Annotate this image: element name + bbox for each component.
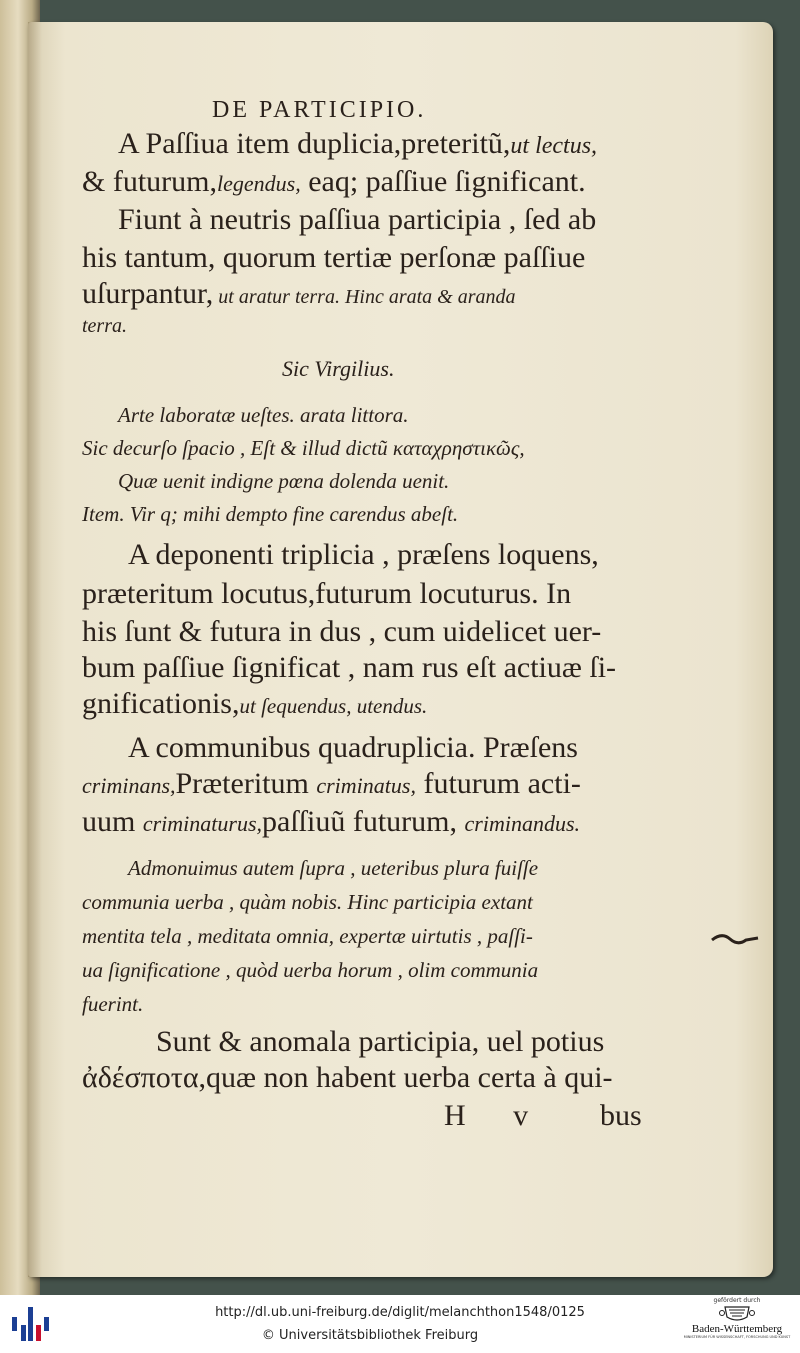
note-line: ua ſignificatione , quòd uerba horum , olim communia	[82, 958, 539, 982]
text-line: & futurum,legendus, eaq; paſſiue ſignificant.	[82, 165, 586, 198]
text-line: gnificationis,ut ſequendus, utendus.	[82, 687, 428, 720]
text-line: A Paſſiua item duplicia,preteritũ,ut lectus,	[118, 127, 598, 160]
copyright-notice: © Universitätsbibliothek Freiburg	[261, 1328, 479, 1343]
page-gutter-shadow	[28, 22, 42, 1277]
text-line: uum criminaturus,paſſiuũ futurum, criminandus.	[82, 805, 581, 838]
sponsor-ministry: MINISTERIUM FÜR WISSENSCHAFT, FORSCHUNG UND KUNST	[683, 1335, 791, 1339]
text-line: his tantum, quorum tertiæ perſonæ paſſiue	[82, 241, 586, 274]
verse-line: Sic decurſo ſpacio , Eſt & illud dictũ καταχρηστικῶς,	[82, 436, 525, 460]
text-line: bum paſſiue ſignificat , nam rus eſt actiuæ ſi-	[82, 651, 617, 684]
note-line: communia uerba , quàm nobis. Hinc participia extant	[82, 890, 533, 914]
sponsor-block	[682, 1297, 792, 1351]
verse-line: Arte laboratæ ueſtes. arata littora.	[118, 403, 409, 427]
text-line: terra.	[82, 315, 127, 337]
viewer-footer	[0, 1295, 800, 1353]
text-line: Sunt & anomala participia, uel potius	[156, 1025, 605, 1058]
verse-line: Quæ uenit indigne pœna dolenda uenit.	[118, 469, 450, 493]
verse-line: Item. Vir q; mihi dempto fine carendus abeſt.	[82, 502, 459, 526]
text-line: Fiunt à neutris paſſiua participia , ſed ab	[118, 203, 597, 236]
signature-mark: H v	[444, 1099, 529, 1132]
text-line: his ſunt & futura in dus , cum uidelicet uer-	[82, 615, 602, 648]
section-subheading: Sic Virgilius.	[282, 356, 395, 381]
text-line: uſurpantur, ut aratur terra. Hinc arata & aranda	[82, 277, 516, 310]
ink-flourish-icon	[710, 930, 760, 950]
text-line: criminans,Præteritum criminatus, futurum acti-	[82, 767, 581, 800]
text-line: præteritum locutus,futurum locuturus. In	[82, 577, 572, 610]
note-line: mentita tela , meditata omnia, expertæ uirtutis , paſſi-	[82, 924, 533, 948]
note-line: fuerint.	[82, 992, 144, 1016]
text-line: ἀδέσποτα,quæ non habent uerba certa à qui-	[82, 1061, 613, 1094]
text-line: A deponenti triplicia , præſens loquens,	[128, 538, 599, 571]
permalink-url[interactable]: http://dl.ub.uni-freiburg.de/diglit/melanchthon1548/0125	[215, 1305, 585, 1320]
page-heading: DE PARTICIPIO.	[212, 97, 427, 123]
text-line: A communibus quadruplicia. Præſens	[128, 731, 578, 764]
note-line: Admonuimus autem ſupra , ueteribus plura fuiſſe	[128, 856, 539, 880]
catchword: bus	[600, 1099, 642, 1132]
state-crest-icon	[719, 1305, 755, 1323]
sponsor-name: Baden-Württemberg	[691, 1323, 783, 1335]
sponsor-caption: gefördert durch	[713, 1297, 761, 1304]
